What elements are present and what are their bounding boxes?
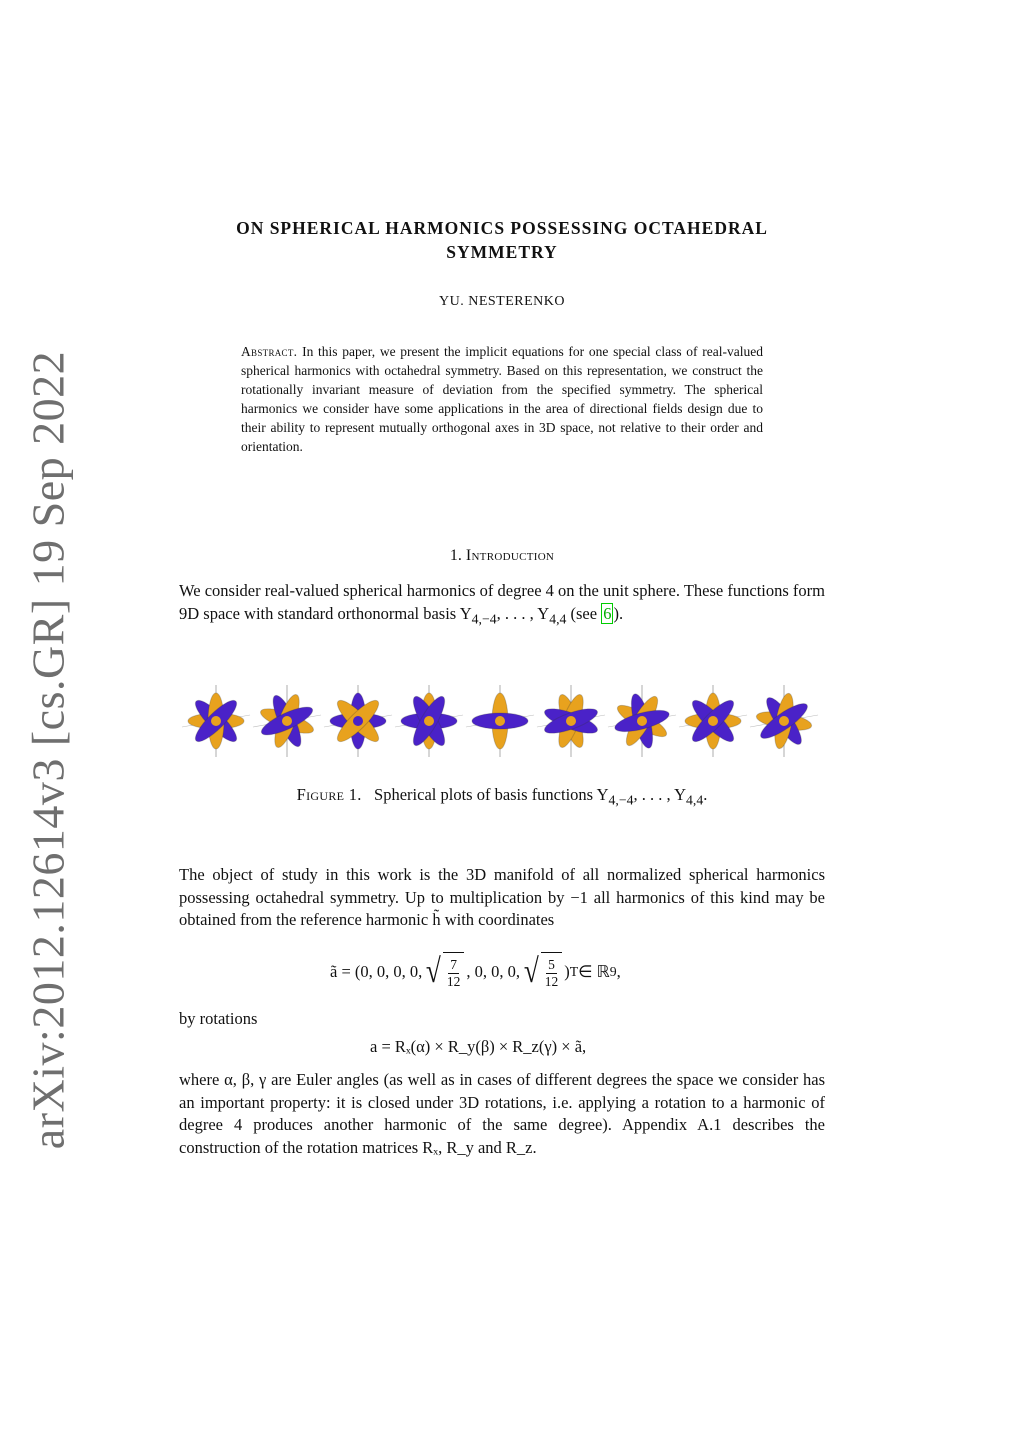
eq1-lhs: ã = (0, 0, 0, 0, bbox=[330, 962, 423, 981]
sqrt-5-12: √ $\frac{5}{12}$ bbox=[522, 952, 562, 992]
figure-caption-text: Spherical plots of basis functions Y bbox=[374, 785, 609, 804]
paragraph-2: The object of study in this work is the 3D manifold of all normalized spherical harmonics possessing octahedral symmetry. Up to multiplication by −1 all harmonics of this kind may be obtained from the reference harmonic h̃ with coordinates bbox=[179, 865, 825, 930]
figure-caption-sub-a: 4,−4 bbox=[608, 792, 634, 808]
frac1-num: 7 bbox=[450, 957, 458, 972]
eq1-set: ∈ ℝ bbox=[578, 962, 610, 981]
sqrt-7-12: √ $\frac{7}{12}$ bbox=[424, 952, 464, 992]
para1-text-a: We consider real-valued spherical harmonics of degree 4 on the unit sphere. These functions form 9D space with standard orthonormal basis Y bbox=[179, 581, 825, 623]
figure-caption-mid: , . . . , Y bbox=[633, 785, 687, 804]
harmonic-plot-3 bbox=[324, 685, 392, 757]
paragraph-4: where α, β, γ are Euler angles (as well as in cases of different degrees the space we consider has an important property: it is closed under 3D rotations, i.e. applying a rotation to a harmonic of degree 4 produces another harmonic of the same degree). Appendix A.1 describes the construction of the rotation matrices Rₓ, R_y and R_z. bbox=[179, 1070, 825, 1157]
intro-paragraph-1 bbox=[179, 580, 825, 630]
abstract-label: Abstract. bbox=[241, 344, 298, 359]
harmonic-plot-9 bbox=[750, 685, 818, 757]
eq1-tail: ) bbox=[564, 962, 570, 981]
figure-1-spherical-plots bbox=[180, 676, 820, 766]
eq1-end: , bbox=[616, 962, 621, 981]
equation-rotation: a = Rₓ(α) × R_y(β) × R_z(γ) × ã, bbox=[370, 1037, 587, 1056]
eq1-sup-9: 9 bbox=[609, 964, 617, 979]
para1-sub-a: 4,−4 bbox=[471, 610, 497, 626]
section-heading-introduction bbox=[180, 547, 824, 565]
figure-1-caption bbox=[180, 785, 824, 808]
title-line-1: ON SPHERICAL HARMONICS POSSESSING OCTAHEDRAL bbox=[236, 218, 768, 238]
harmonic-plot-6 bbox=[537, 685, 605, 757]
eq1-mid: , 0, 0, 0, bbox=[466, 962, 521, 981]
frac2-num: 5 bbox=[548, 957, 555, 972]
para1-mid: , . . . , Y bbox=[496, 603, 550, 623]
harmonic-plot-5 bbox=[466, 685, 534, 757]
abstract bbox=[241, 342, 763, 456]
harmonic-plot-1 bbox=[182, 685, 250, 757]
section-number: 1. bbox=[449, 547, 462, 564]
figure-caption-sub-b: 4,4 bbox=[686, 792, 704, 808]
citation-link-6[interactable]: 6 bbox=[603, 603, 612, 623]
title-line-2: SYMMETRY bbox=[446, 242, 558, 262]
harmonic-plot-2 bbox=[253, 685, 321, 757]
harmonic-plot-4 bbox=[395, 685, 463, 757]
eq1-sup-t: T bbox=[569, 964, 579, 979]
arxiv-identifier-stamp: arXiv:2012.12614v3 [cs.GR] 19 Sep 2022 bbox=[22, 350, 74, 1150]
abstract-text: In this paper, we present the implicit equations for one special class of real-valued spherical harmonics with octahedral symmetry. Based on this representation, we construct the rotationally invariant measure of deviation from the specified symmetry. The spherical harmonics we consider have some applications in the area of directional fields design due to their ability to represent mutually orthogonal axes in 3D space, not relative to their order and orientation. bbox=[241, 344, 763, 454]
author-name: YU. NESTERENKO bbox=[439, 294, 565, 309]
frac2-den: 12 bbox=[544, 974, 559, 989]
paragraph-3: by rotations bbox=[179, 1009, 258, 1028]
harmonic-plot-7 bbox=[608, 685, 676, 757]
equation-reference-coordinates bbox=[330, 952, 621, 992]
paper-title bbox=[180, 216, 824, 264]
figure-caption-end: . bbox=[703, 785, 708, 804]
frac1-den: 12 bbox=[446, 974, 461, 989]
para1-text-b: (see bbox=[566, 603, 602, 623]
section-title: Introduction bbox=[465, 547, 555, 564]
figure-label: Figure 1. bbox=[296, 785, 362, 804]
para1-text-c: ). bbox=[613, 603, 624, 623]
para1-sub-b: 4,4 bbox=[549, 610, 567, 626]
harmonic-plot-8 bbox=[679, 685, 747, 757]
